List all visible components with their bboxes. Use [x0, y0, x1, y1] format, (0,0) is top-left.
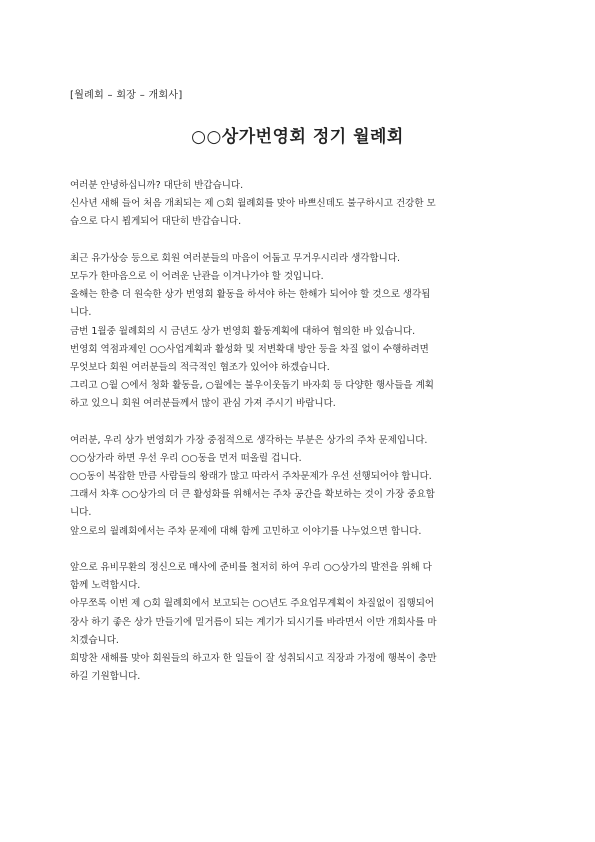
text-line: 장사 하기 좋은 상가 만들기에 밑거름이 되는 계기가 되시기를 바라면서 이만 개회사를 마 [70, 616, 437, 628]
document-title: ○○상가번영회 정기 월례회 [191, 127, 404, 147]
paragraph [70, 177, 526, 232]
text-line: 최근 유가상승 등으로 회원 여러분들의 마음이 어둡고 무거우시리라 생각합니다. [70, 252, 401, 264]
text-line: 아무쪼록 이번 제 ○회 월례회에서 보고되는 ○○년도 주요업무계획이 차질없이 집행되어 [70, 598, 435, 610]
paragraph-gap [70, 232, 526, 250]
text-line: 앞으로의 월례회에서는 주차 문제에 대해 함께 고민하고 이야기를 나누었으면 합니다. [70, 525, 422, 537]
text-line: 무엇보다 회원 여러분들의 적극적인 협조가 있어야 하겠습니다. [70, 361, 330, 373]
text-line: 희망찬 새해를 맞아 회원들의 하고자 한 일들이 잘 성취되시고 직장과 가정에 행복이 충만 [70, 652, 437, 664]
text-line: 함께 노력합시다. [70, 580, 141, 592]
text-line: 하고 있으니 회원 여러분들께서 많이 관심 가져 주시기 바랍니다. [70, 398, 336, 410]
paragraph [70, 432, 526, 541]
text-line: ○○동이 복잡한 만큼 사람들의 왕래가 많고 따라서 주차문제가 우선 선행되어야 합니다. [70, 471, 432, 482]
paragraph-gap [70, 413, 526, 431]
text-line: 올해는 한층 더 원숙한 상가 번영회 활동을 하셔야 하는 한해가 되어야 할 것으로 생각됩 [70, 289, 431, 301]
text-line: 습으로 다시 뵙게되어 대단히 반갑습니다. [70, 216, 242, 228]
text-line: 그리고 ○월 ○에서 청화 활동을, ○월에는 불우이웃돕기 바자회 등 다양한 행사들을 계획 [70, 380, 434, 392]
text-line: 하길 기원합니다. [70, 671, 141, 683]
text-line: ○○상가라 하면 우선 우리 ○○동을 먼저 떠올릴 겁니다. [70, 452, 302, 464]
text-line: 앞으로 유비무환의 정신으로 매사에 준비를 철저히 하여 우리 ○○상가의 발전을 위해 다 [70, 561, 432, 573]
text-line: 여러분 안녕하십니까? 대단히 반갑습니다. [70, 180, 244, 191]
text-line: 금번 1월중 월례회의 시 금년도 상가 번영회 활동계획에 대하여 협의한 바 있습니다. [70, 325, 416, 337]
section-tag: [월례회 – 회장 – 개회사] [70, 90, 183, 101]
document-body [70, 177, 526, 686]
paragraph [70, 250, 526, 414]
text-line: 그래서 차후 ○○상가의 더 큰 활성화를 위해서는 주차 공간을 확보하는 것이 가장 중요합 [70, 489, 435, 501]
text-line: 번영회 역점과제인 ○○사업계획과 활성화 및 저변확대 방안 등을 차질 없이 수행하려면 [70, 343, 429, 355]
paragraph [70, 559, 526, 686]
text-line: 모두가 한마음으로 이 어려운 난관을 이겨나가야 할 것입니다. [70, 270, 324, 282]
text-line: 치겠습니다. [70, 634, 119, 646]
text-line: 니다. [70, 307, 92, 319]
paragraph-gap [70, 541, 526, 559]
text-line: 여러분, 우리 상가 번영회가 가장 중점적으로 생각하는 부분은 상가의 주차 문제입니다. [70, 434, 428, 446]
text-line: 신사년 새해 들어 처음 개최되는 제 ○회 월례회를 맞아 바쁘신데도 불구하시고 건강한 모 [70, 198, 436, 210]
text-line: 니다. [70, 507, 92, 519]
